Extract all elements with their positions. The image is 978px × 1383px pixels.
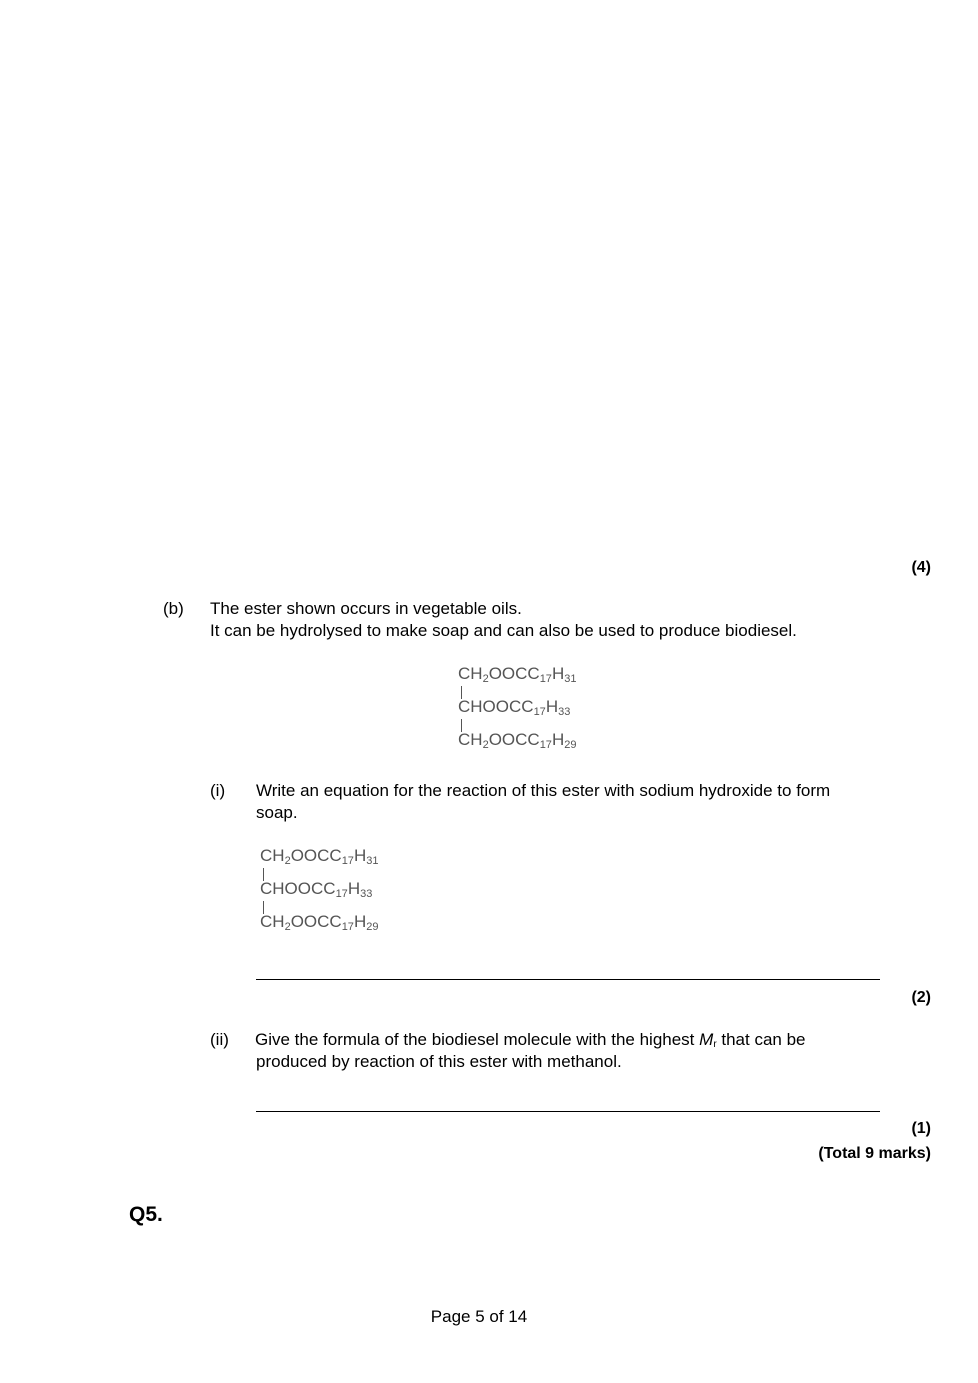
part-b-line1: The ester shown occurs in vegetable oils. bbox=[210, 599, 522, 618]
sub-i-marks: (2) bbox=[911, 989, 931, 1006]
part-a-marks: (4) bbox=[911, 559, 931, 576]
sub-i-line1: Write an equation for the reaction of this ester with sodium hydroxide to form bbox=[256, 781, 831, 800]
ester-row-1: $CH_2OOCC_{17}H_{31}$ bbox=[458, 664, 577, 685]
ester-row-1: $CH_2OOCC_{17}H_{31}$ bbox=[260, 846, 379, 867]
answer-line-i[interactable] bbox=[256, 979, 880, 980]
ester-row-3: $CH_2OOCC_{17}H_{29}$ bbox=[458, 730, 577, 751]
sub-ii-line1: Give the formula of the biodiesel molecule with the highest $M_r$ that can be bbox=[255, 1030, 806, 1050]
total-marks: (Total 9 marks) bbox=[818, 1145, 931, 1162]
sub-ii-line2: produced by reaction of this ester with methanol. bbox=[256, 1052, 622, 1071]
ester-row-2: $CHOOCC_{17}H_{33}$ bbox=[458, 697, 571, 718]
ester-row-3: $CH_2OOCC_{17}H_{29}$ bbox=[260, 912, 379, 933]
sub-i-label: (i) bbox=[210, 781, 226, 800]
answer-line-ii[interactable] bbox=[256, 1111, 880, 1112]
ester-structure-answer bbox=[260, 846, 400, 938]
ester-structure bbox=[458, 664, 598, 756]
question-number: Q5. bbox=[129, 1203, 163, 1226]
sub-i-line2: soap. bbox=[256, 803, 298, 822]
part-b-label: (b) bbox=[163, 599, 184, 618]
ester-row-2: $CHOOCC_{17}H_{33}$ bbox=[260, 879, 373, 900]
part-b-line2: It can be hydrolysed to make soap and can also be used to produce biodiesel. bbox=[210, 621, 797, 640]
page-footer: Page 5 of 14 bbox=[430, 1307, 528, 1326]
sub-ii-marks: (1) bbox=[911, 1120, 931, 1137]
sub-ii-label: (ii) bbox=[210, 1030, 229, 1049]
